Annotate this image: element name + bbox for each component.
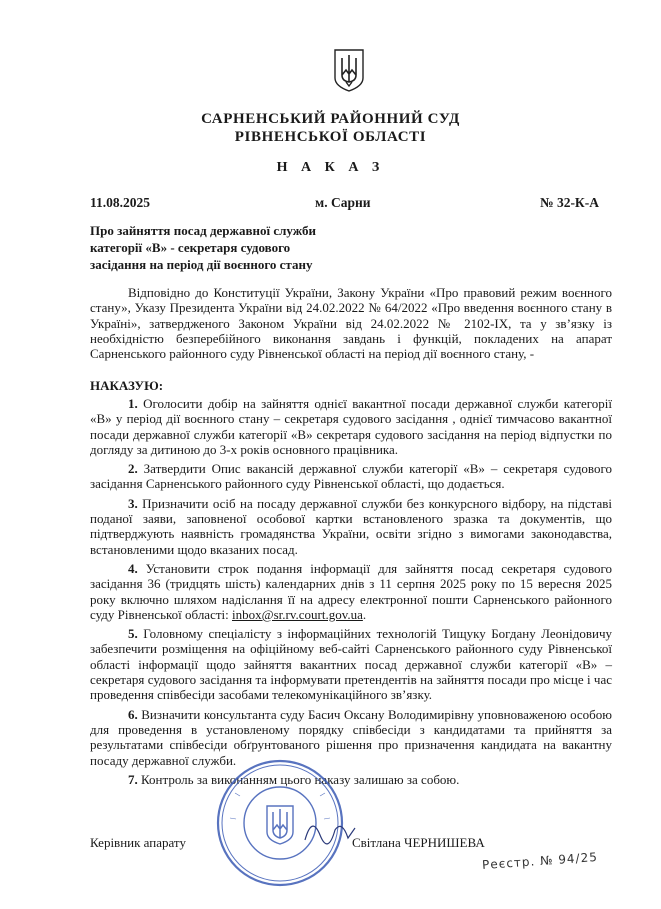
order-item (90, 707, 612, 768)
signature-name: Світлана ЧЕРНИШЕВА (352, 835, 485, 850)
subject-line2: категорії «В» - секретаря судового (90, 240, 291, 255)
item-number: 2. (128, 461, 138, 477)
item-number: 4. (128, 560, 138, 576)
order-subject (90, 222, 390, 273)
order-date: 11.08.2025 (90, 195, 151, 210)
item-text: Установити строк подання інформації для зайняття посад секретаря судового засідання 36 (тридцять шість) календарних днів з 11 серпня 2025 року по 15 вересня 2025 року включно шляхом надіслання її на адресу електронної пошти Сарненського районного суду Рівненської області: (90, 560, 613, 622)
email-link[interactable]: inbox@sr.rv.court.gov.ua (232, 606, 363, 622)
handwritten-signature (300, 810, 360, 850)
order-item (90, 626, 612, 702)
preamble: Відповідно до Конституції України, Закону України «Про правовий режим воєнного стану», Указу Президента України від 24.02.2022 № 64/2022 «Про введення воєнного стану в Україні», затвердженого Законом України від 24.02.2022 № 2102-IX, та у зв’язку із необхідністю безперебійного виконання завдань і функцій, покладених на апарат Сарненського районного суду Рівненської області на період дії воєнного стану, - (90, 285, 612, 362)
court-name (0, 110, 661, 146)
registry-handwritten-note: Реєстр. № 94/25 (481, 849, 599, 873)
item-text: Головному спеціалісту з інформаційних технологій Тищуку Богдану Леонідовичу забезпечити розміщення на офіційному веб-сайті Сарненського районного суду Рівненської області інформації щодо зайняття вакантних посад державної служби категорії «В» – секретаря судового засідання та інформувати претендентів на зайняття посади про місце і час проведення співбесіди засобами телекомунікаційного зв’язку. (90, 626, 612, 703)
document-type: Н А К А З (276, 160, 385, 175)
court-name-line1: САРНЕНСЬКИЙ РАЙОННИЙ СУД (201, 111, 460, 127)
nakazuyu-heading: НАКАЗУЮ: (90, 378, 164, 393)
item-number: 3. (128, 495, 138, 511)
item-text: Контроль за виконанням цього наказу залишаю за собою. (141, 771, 460, 787)
order-item (90, 496, 612, 557)
item-number: 1. (128, 396, 138, 411)
signature-position: Керівник апарату (90, 835, 186, 850)
order-item (90, 396, 612, 457)
item-text: Затвердити Опис вакансій державної служби категорії «В» – секретаря судового засідання Сарненського районного суду Рівненської області, що додається. (90, 461, 612, 492)
subject-line1: Про зайняття посад державної служби (90, 223, 316, 238)
order-item (90, 461, 612, 492)
order-place: м. Сарни (315, 195, 371, 210)
item-number: 5. (128, 626, 138, 642)
item-number: 7. (128, 771, 138, 787)
item-text: Визначити консультанта суду Басич Оксану Володимирівну уповноваженою особою для проведення в установленому порядку співбесіди з кандидатами та прийняття за результатами співбесіди обґрунтованого рішення про призначення кандидата на вакантну посаду державної служби. (90, 706, 612, 768)
order-item (90, 772, 612, 787)
order-items (90, 396, 612, 791)
item-text: Призначити осіб на посаду державної служби без конкурсного відбору, на підставі поданої заяви, заповненої особової картки встановленого зразка та документів, що підтверджують наявність громадянства України, освіти згідно з вимогами законодавства, встановленими щодо вказаних посад. (90, 495, 613, 557)
coat-of-arms-icon (333, 48, 365, 92)
court-name-line2: РІВНЕНСЬКОЇ ОБЛАСТІ (234, 129, 427, 145)
item-text-end: . (362, 606, 367, 622)
item-number: 6. (128, 706, 138, 722)
order-item (90, 561, 612, 622)
subject-line3: засідання на період дії воєнного стану (90, 257, 313, 272)
item-text: Оголосити добір на зайняття однієї вакантної посади державної служби категорії «В» у період дії воєнного стану – секретаря судового засідання , однієї тимчасово вакантної посади державної служби категорії «В» секретаря судового засідання на період відпустки по догляду за дитиною до 3-х років основного працівника. (90, 396, 612, 457)
order-number: № 32-К-А (540, 195, 599, 210)
